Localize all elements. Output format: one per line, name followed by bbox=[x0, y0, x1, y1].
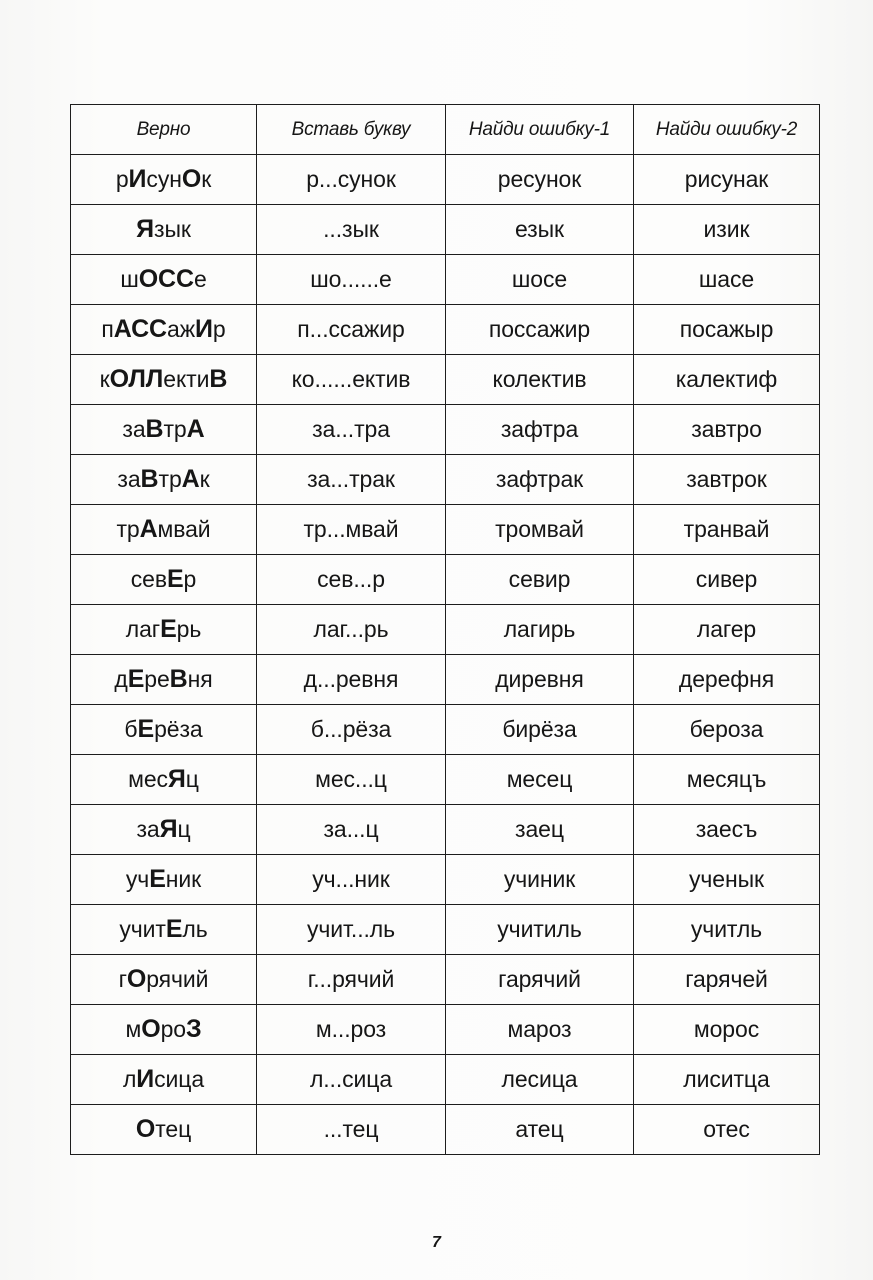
highlighted-letters: В bbox=[169, 665, 188, 693]
table-header-row bbox=[71, 105, 820, 155]
table-row bbox=[71, 1105, 820, 1155]
page-number: 7 bbox=[432, 1234, 441, 1251]
word-part: рячий bbox=[146, 966, 209, 992]
highlighted-letters: А bbox=[186, 415, 205, 443]
word-part: р bbox=[115, 166, 129, 192]
word-part: р bbox=[212, 316, 226, 342]
word-part: л bbox=[122, 1066, 137, 1092]
header-correct: Верно bbox=[71, 105, 257, 155]
highlighted-letters: ОЛЛ bbox=[109, 365, 164, 393]
cell-correct-word bbox=[71, 255, 257, 305]
cell-find-error-1: диревня bbox=[446, 655, 634, 705]
cell-insert-letter: за...трак bbox=[257, 455, 446, 505]
word-part: тр bbox=[163, 416, 187, 442]
cell-find-error-2: бероза bbox=[634, 705, 820, 755]
highlighted-letters: В bbox=[140, 465, 159, 493]
word-part: рь bbox=[176, 616, 202, 642]
word-part: тр bbox=[116, 516, 140, 542]
cell-correct-word bbox=[71, 855, 257, 905]
highlighted-letters: Я bbox=[159, 815, 178, 843]
highlighted-letters: Е bbox=[127, 665, 145, 693]
cell-find-error-1: зафтрак bbox=[446, 455, 634, 505]
highlighted-letters: И bbox=[128, 165, 147, 193]
cell-find-error-2: транвай bbox=[634, 505, 820, 555]
word-part: ш bbox=[120, 266, 139, 292]
word-part: зык bbox=[154, 216, 191, 242]
table-row bbox=[71, 405, 820, 455]
cell-insert-letter: мес...ц bbox=[257, 755, 446, 805]
highlighted-letters: Е bbox=[160, 615, 177, 643]
word-part: к bbox=[199, 466, 210, 492]
highlighted-letters: Я bbox=[167, 765, 186, 793]
cell-insert-letter: учит...ль bbox=[257, 905, 446, 955]
highlighted-letters: И bbox=[195, 315, 213, 343]
word-part: ре bbox=[144, 666, 170, 692]
word-part: ль bbox=[182, 916, 208, 942]
cell-correct-word bbox=[71, 605, 257, 655]
cell-correct-word bbox=[71, 905, 257, 955]
cell-insert-letter: п...ссажир bbox=[257, 305, 446, 355]
cell-find-error-1: мароз bbox=[446, 1005, 634, 1055]
cell-find-error-1: севир bbox=[446, 555, 634, 605]
table-row bbox=[71, 1005, 820, 1055]
word-part: рёза bbox=[154, 716, 203, 742]
table-row bbox=[71, 1055, 820, 1105]
cell-find-error-1: бирёза bbox=[446, 705, 634, 755]
cell-insert-letter: ко......ектив bbox=[257, 355, 446, 405]
word-table bbox=[70, 104, 820, 1155]
word-part: д bbox=[114, 666, 128, 692]
table-row bbox=[71, 255, 820, 305]
word-part: ня bbox=[187, 666, 213, 692]
table-row bbox=[71, 705, 820, 755]
cell-insert-letter: л...сица bbox=[257, 1055, 446, 1105]
cell-correct-word bbox=[71, 305, 257, 355]
highlighted-letters: Е bbox=[149, 865, 166, 893]
cell-correct-word bbox=[71, 555, 257, 605]
cell-find-error-1: зафтра bbox=[446, 405, 634, 455]
cell-correct-word bbox=[71, 505, 257, 555]
cell-insert-letter: за...тра bbox=[257, 405, 446, 455]
highlighted-letters: АСС bbox=[113, 315, 168, 343]
cell-correct-word bbox=[71, 655, 257, 705]
table-row bbox=[71, 955, 820, 1005]
cell-find-error-2: гарячей bbox=[634, 955, 820, 1005]
cell-find-error-1: месец bbox=[446, 755, 634, 805]
highlighted-letters: Е bbox=[137, 715, 155, 743]
highlighted-letters: З bbox=[185, 1015, 202, 1043]
cell-find-error-1: тромвай bbox=[446, 505, 634, 555]
cell-find-error-1: ресунок bbox=[446, 155, 634, 205]
cell-find-error-1: учитиль bbox=[446, 905, 634, 955]
highlighted-letters: Е bbox=[166, 565, 184, 593]
table-row bbox=[71, 855, 820, 905]
cell-find-error-1: заец bbox=[446, 805, 634, 855]
cell-find-error-1: гарячий bbox=[446, 955, 634, 1005]
cell-correct-word bbox=[71, 1055, 257, 1105]
table-row bbox=[71, 355, 820, 405]
cell-find-error-2: морос bbox=[634, 1005, 820, 1055]
word-part: аж bbox=[167, 316, 195, 342]
highlighted-letters: А bbox=[181, 465, 200, 493]
cell-find-error-2: отес bbox=[634, 1105, 820, 1155]
word-part: за bbox=[117, 466, 141, 492]
cell-find-error-2: лиситца bbox=[634, 1055, 820, 1105]
cell-correct-word bbox=[71, 355, 257, 405]
word-part: уч bbox=[125, 866, 150, 892]
cell-find-error-1: атец bbox=[446, 1105, 634, 1155]
cell-find-error-2: посажыр bbox=[634, 305, 820, 355]
word-part: п bbox=[101, 316, 114, 342]
word-part: ц bbox=[177, 816, 191, 842]
word-part: учит bbox=[119, 916, 166, 942]
word-part: б bbox=[124, 716, 138, 742]
highlighted-letters: А bbox=[139, 515, 158, 543]
word-part: р bbox=[183, 566, 197, 592]
cell-find-error-1: езык bbox=[446, 205, 634, 255]
header-find-error-2: Найди ошибку-2 bbox=[634, 105, 820, 155]
word-part: ро bbox=[160, 1016, 186, 1042]
cell-insert-letter: шо......е bbox=[257, 255, 446, 305]
word-part: м bbox=[125, 1016, 142, 1042]
cell-find-error-2: рисунак bbox=[634, 155, 820, 205]
word-part: сица bbox=[154, 1066, 205, 1092]
table-row bbox=[71, 305, 820, 355]
table-row bbox=[71, 505, 820, 555]
cell-insert-letter: д...ревня bbox=[257, 655, 446, 705]
table-row bbox=[71, 155, 820, 205]
word-part: мес bbox=[128, 766, 168, 792]
cell-find-error-2: учитль bbox=[634, 905, 820, 955]
cell-find-error-2: заесъ bbox=[634, 805, 820, 855]
cell-find-error-2: завтрок bbox=[634, 455, 820, 505]
word-part: тец bbox=[155, 1116, 192, 1142]
cell-find-error-1: шосе bbox=[446, 255, 634, 305]
cell-correct-word bbox=[71, 155, 257, 205]
cell-insert-letter: сев...р bbox=[257, 555, 446, 605]
table-row bbox=[71, 805, 820, 855]
word-part: екти bbox=[163, 366, 210, 392]
table-row bbox=[71, 555, 820, 605]
header-insert-letter: Вставь букву bbox=[257, 105, 446, 155]
cell-find-error-2: лагер bbox=[634, 605, 820, 655]
cell-correct-word bbox=[71, 955, 257, 1005]
table-row bbox=[71, 205, 820, 255]
cell-find-error-1: лагирь bbox=[446, 605, 634, 655]
cell-find-error-2: сивер bbox=[634, 555, 820, 605]
word-part: за bbox=[136, 816, 160, 842]
cell-insert-letter: ...тец bbox=[257, 1105, 446, 1155]
word-part: лаг bbox=[125, 616, 161, 642]
header-find-error-1: Найди ошибку-1 bbox=[446, 105, 634, 155]
cell-correct-word bbox=[71, 805, 257, 855]
cell-insert-letter: за...ц bbox=[257, 805, 446, 855]
highlighted-letters: О bbox=[135, 1115, 156, 1143]
word-part: тр bbox=[158, 466, 182, 492]
table-body bbox=[71, 155, 820, 1155]
cell-find-error-1: колектив bbox=[446, 355, 634, 405]
word-part: е bbox=[193, 266, 207, 292]
word-part: ц bbox=[185, 766, 199, 792]
table-row bbox=[71, 905, 820, 955]
highlighted-letters: О bbox=[181, 165, 202, 193]
cell-correct-word bbox=[71, 205, 257, 255]
cell-insert-letter: уч...ник bbox=[257, 855, 446, 905]
cell-find-error-1: учиник bbox=[446, 855, 634, 905]
word-part: мвай bbox=[157, 516, 211, 542]
highlighted-letters: В bbox=[209, 365, 228, 393]
table-row bbox=[71, 455, 820, 505]
highlighted-letters: ОСС bbox=[138, 265, 194, 293]
cell-insert-letter: р...сунок bbox=[257, 155, 446, 205]
cell-find-error-1: поссажир bbox=[446, 305, 634, 355]
cell-correct-word bbox=[71, 755, 257, 805]
highlighted-letters: О bbox=[141, 1015, 161, 1043]
word-part: сев bbox=[130, 566, 167, 592]
cell-insert-letter: г...рячий bbox=[257, 955, 446, 1005]
cell-find-error-2: калектиф bbox=[634, 355, 820, 405]
cell-correct-word bbox=[71, 1005, 257, 1055]
word-part: к bbox=[99, 366, 110, 392]
cell-correct-word bbox=[71, 705, 257, 755]
cell-find-error-2: изик bbox=[634, 205, 820, 255]
cell-find-error-1: лесица bbox=[446, 1055, 634, 1105]
table-row bbox=[71, 655, 820, 705]
highlighted-letters: Е bbox=[165, 915, 183, 943]
cell-correct-word bbox=[71, 1105, 257, 1155]
cell-find-error-2: ученык bbox=[634, 855, 820, 905]
cell-insert-letter: м...роз bbox=[257, 1005, 446, 1055]
cell-correct-word bbox=[71, 405, 257, 455]
cell-find-error-2: завтро bbox=[634, 405, 820, 455]
word-part: ник bbox=[165, 866, 202, 892]
cell-insert-letter: б...рёза bbox=[257, 705, 446, 755]
word-part: к bbox=[201, 166, 212, 192]
cell-insert-letter: тр...мвай bbox=[257, 505, 446, 555]
cell-insert-letter: лаг...рь bbox=[257, 605, 446, 655]
cell-find-error-2: месяцъ bbox=[634, 755, 820, 805]
table-row bbox=[71, 605, 820, 655]
cell-correct-word bbox=[71, 455, 257, 505]
word-part: г bbox=[118, 966, 127, 992]
cell-find-error-2: дерефня bbox=[634, 655, 820, 705]
highlighted-letters: И bbox=[136, 1065, 155, 1093]
highlighted-letters: О bbox=[126, 965, 147, 993]
highlighted-letters: Я bbox=[136, 215, 155, 243]
cell-insert-letter: ...зык bbox=[257, 205, 446, 255]
highlighted-letters: В bbox=[145, 415, 164, 443]
table-row bbox=[71, 755, 820, 805]
word-part: сун bbox=[146, 166, 182, 192]
word-part: за bbox=[122, 416, 146, 442]
cell-find-error-2: шасе bbox=[634, 255, 820, 305]
